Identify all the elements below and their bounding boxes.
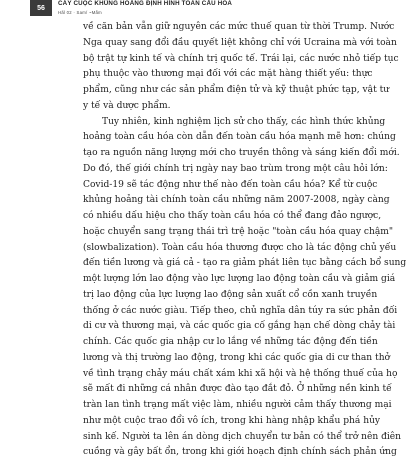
text-line: trị lao động của lực lượng lao động sản xuất cổ cồn xanh truyền (83, 288, 369, 304)
running-title: CÁY CUỘC KHỦNG HOẢNG ĐỊNH HÌNH TOÀN CẦU HÓA (58, 0, 232, 7)
text-line: tràn lan tình trạng mất việc làm, nhiều người cảm thấy thương mại (83, 398, 369, 414)
text-line: có nhiều dấu hiệu cho thấy toàn cầu hóa có thể đang đảo ngược, (83, 209, 369, 225)
text-line: một lượng lớn lao động vào lực lượng lao động toàn cầu và giảm giá (83, 272, 369, 288)
text-line: sẽ mất đi những cá nhân được đào tạo đắt đỏ. Ở những nền kinh tế (83, 382, 369, 398)
text-line: đến tiền lương và giá cả - tạo ra giảm phát liên tục bằng cách bổ sung (83, 256, 369, 272)
text-line: y tế và dược phẩm. (83, 99, 369, 115)
body-text (83, 20, 369, 461)
text-line: phụ thuộc vào thương mại đối với các mặt hàng thiết yếu: thực (83, 67, 369, 83)
text-line: về căn bản vẫn giữ nguyên các mức thuế quan từ thời Trump. Nước (83, 20, 369, 36)
text-line: khủng hoảng tài chính toàn cầu những năm 2007-2008, ngày càng (83, 193, 369, 209)
text-line: thống ở các nước giàu. Tiếp theo, chủ nghĩa dân túy ra sức phản đối (83, 304, 369, 320)
text-line: Tuy nhiên, kinh nghiệm lịch sử cho thấy, các hình thức khủng (83, 115, 369, 131)
text-line: Nga quay sang đổi đầu quyết liệt không chỉ với Ucraina mà với toàn (83, 36, 369, 52)
text-line: bộ trật tự kinh tế và chính trị quốc tế. Trái lại, các nước nhỏ tiếp tục (83, 52, 369, 68)
page-number: 56 (30, 0, 52, 16)
paragraph (83, 20, 369, 115)
text-line: về tình trạng chảy máu chất xám khi xã hội và hệ thống thuế của họ (83, 367, 369, 383)
text-line: sinh kế. Người ta lên án dòng dịch chuyển tư bản có thể trở nên điên (83, 430, 369, 446)
text-line: phẩm, cũng như các sản phẩm điện tử và kỹ thuật phức tạp, vật tư (83, 83, 369, 99)
text-line: hoặc chuyển sang trạng thái trì trệ hoặc "toàn cầu hóa quay chậm" (83, 225, 369, 241)
text-line: hoảng toàn cầu hóa còn dẫn đến toàn cầu hóa mạnh mẽ hơn: chúng (83, 130, 369, 146)
paragraph (83, 115, 369, 461)
text-line: Do đó, thế giới chính trị ngày nay bao trùm trong một câu hỏi lớn: (83, 162, 369, 178)
text-line: Covid-19 sẽ tác động như thế nào đến toàn cầu hóa? Kể từ cuộc (83, 178, 369, 194)
text-line: di cư và thương mại, và các quốc gia cố gắng hạn chế dòng chảy tài (83, 319, 369, 335)
text-line: (slowbalization). Toàn cầu hóa thương được cho là tác động chủ yếu (83, 241, 369, 257)
text-line: lương và thị trường lao động, trong khi các quốc gia di cư than thở (83, 351, 369, 367)
text-line: chính. Các quốc gia nhập cư lo lắng về những tác động đến tiền (83, 335, 369, 351)
text-line: tạo ra nguồn năng lượng mới cho truyền thông và sáng kiến đổi mới. (83, 146, 369, 162)
text-line: cuồng và gây bất ổn, trong khi giới hoạch định chính sách phản ứng (83, 445, 369, 461)
running-author: Hãl 02 · Sam/ ~Mấm (58, 10, 102, 15)
text-line: như một cuộc trao đổi vô ích, trong khi hàng nhập khẩu phá hủy (83, 414, 369, 430)
